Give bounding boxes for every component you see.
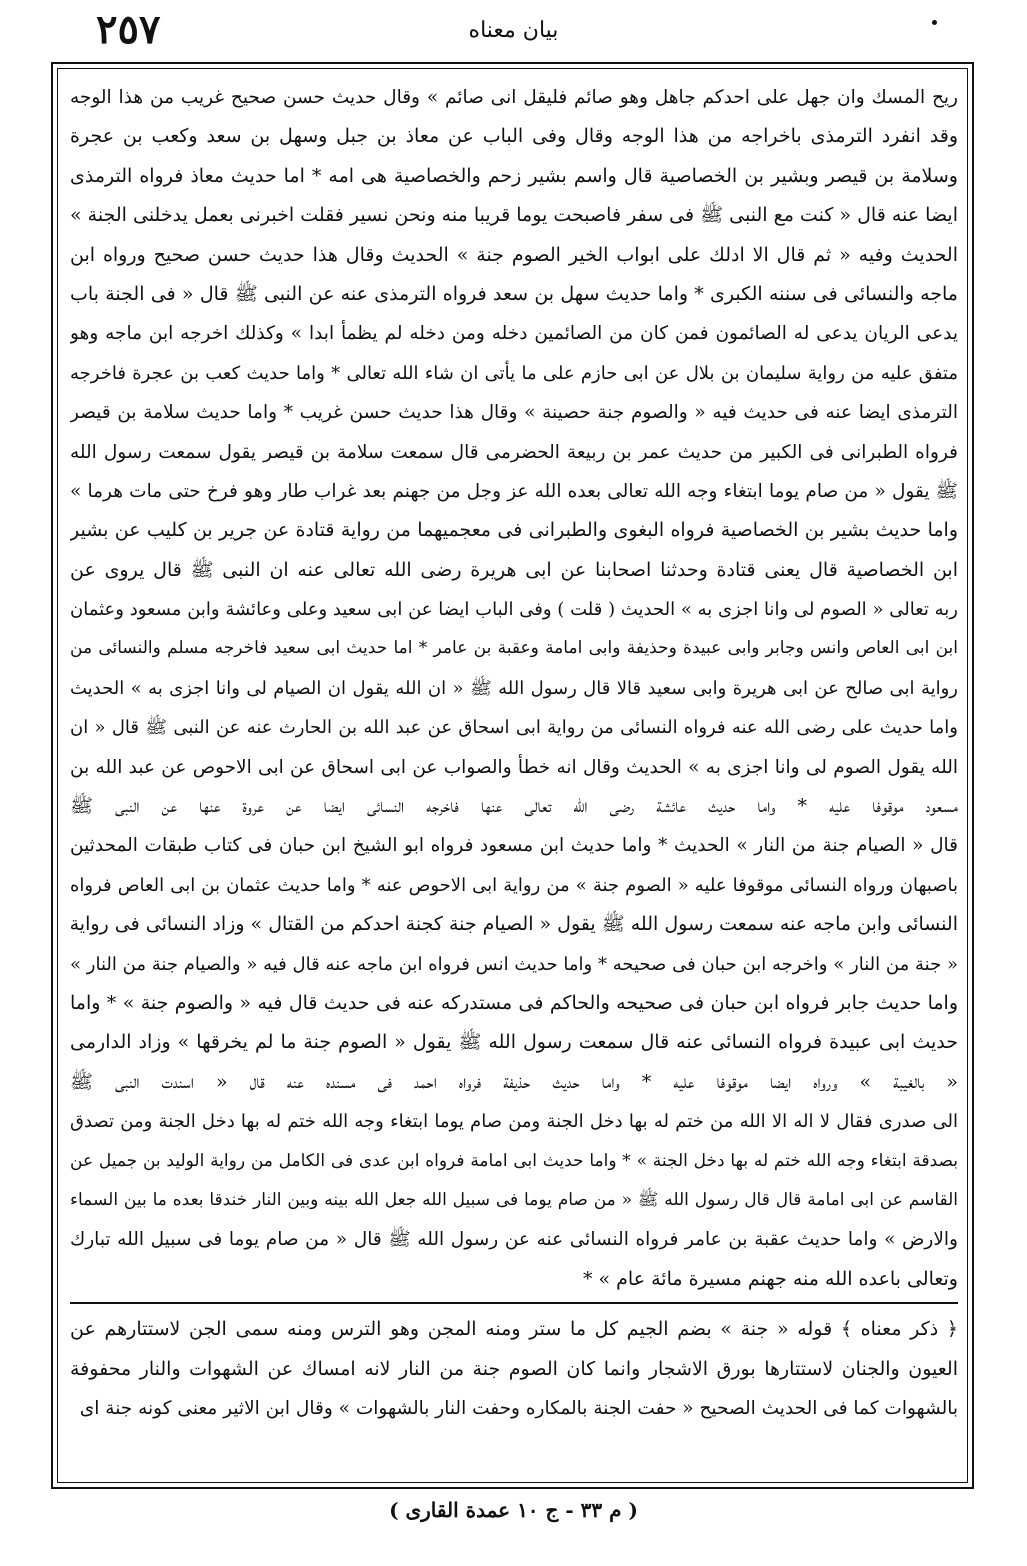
text-line: بصدقة ابتغاء وجه الله ختم له بها دخل الجنة » * واما حديث ابى امامة فرواه ابن عدى فى الكامل من رواية الوليد بن جميل عن xyxy=(70,1150,958,1171)
text-line: مسعود موقوفا عليه * واما حديث عائشة رضى الله تعالى عنها فاخرجه النسائى ايضا عن عروة عنها عن النبى ﷺ xyxy=(70,795,958,818)
text-line: « جنة من النار » واخرجه ابن حبان فى صحيحه * واما حديث انس فرواه ابن ماجه عنه قال فيه « والصيام جنة من النار » xyxy=(70,953,958,975)
text-line: ربه تعالى « الصوم لى وانا اجزى به » الحديث ( قلت ) وفى الباب ايضا عن ابى سعيد وعلى وعائشة وابن مسعود وعثمان xyxy=(70,599,958,621)
text-line: واما حديث على رضى الله عنه فرواه النسائى من رواية ابى اسحاق عن عبد الله بن الحارث عنه عن النبى ﷺ قال « ان xyxy=(70,717,958,739)
text-line: واما حديث جابر فرواه ابن حبان فى صحيحه والحاكم فى مستدركه عنه فى حديث قال فيه « والصوم جنة » * واما xyxy=(70,991,958,1014)
text-line: « بالغيبة » ورواه ايضا موقوفا عليه * واما حديث حذيفة فرواه احمد فى مسنده عنه قال « اسندت النبى ﷺ xyxy=(70,1070,958,1093)
text-line: القاسم عن ابى امامة قال قال رسول الله ﷺ « من صام يوما فى سبيل الله جعل الله بينه وبين النار خندقا بعده ما بين السماء xyxy=(70,1189,958,1210)
text-line: واما حديث بشير بن الخصاصية فرواه البغوى والطبرانى فى معجميهما من رواية قتادة عن جرير بن كليب عن بشير xyxy=(70,519,958,542)
text-line: ماجه والنسائى فى سننه الكبرى * واما حديث سهل بن سعد فرواه الترمذى عنه عن النبى ﷺ قال « فى الجنة باب xyxy=(70,282,958,305)
text-line: رواية ابى صالح عن ابى هريرة وابى سعيد قالا قال رسول الله ﷺ « ان الله يقول ان الصيام لى وانا اجزى به » الحديث xyxy=(70,677,958,699)
text-line: الترمذى ايضا عنه فى حديث فيه « والصوم جنة حصينة » وقال هذا حديث حسن غريب * واما حديث سلامة بن قيصر xyxy=(70,402,958,424)
text-line: قال « الصيام جنة من النار » الحديث * واما حديث ابن مسعود فرواه ابو الشيخ ابن حبان فى كتاب طبقات المحدثين xyxy=(70,835,958,857)
section-divider xyxy=(70,1302,958,1304)
text-line: ابن ابى العاص وانس وجابر وابى عبيدة وحذيفة وابى امامة وعقبة بن عامر * اما حديث ابى سعيد فاخرجه مسلم والنسائى من xyxy=(70,638,958,659)
text-line: ﴿ ذكر معناه ﴾ قوله « جنة » بضم الجيم كل ما ستر ومنه المجن وهو الترس ومنه سمى الجن لاستتارهم عن xyxy=(70,1318,958,1341)
text-line: الى صدرى فقال لا اله الا الله من ختم له بها دخل الجنة ومن صام يوما ابتغاء وجه الله ختم له بها دخل الجنة ومن تصدق xyxy=(70,1111,958,1133)
text-block xyxy=(70,78,958,1428)
main-text xyxy=(70,78,958,1299)
text-line: ايضا عنه قال « كنت مع النبى ﷺ فى سفر فاصبحت يوما قريبا منه ونحن نسير فقلت اخبرنى بعمل يدخلنى الجنة » xyxy=(70,204,958,227)
running-head: بيان معناه xyxy=(468,18,559,43)
text-line: ﷺ يقول « من صام يوما ابتغاء وجه الله تعالى بعده الله عز وجل من جهنم بعد غراب طار وهو فرخ حتى مات هرما » xyxy=(70,480,958,502)
text-line: وقد انفرد الترمذى باخراجه من هذا الوجه وقال وفى الباب عن معاذ بن جبل وسهل بن سعد وكعب بن عجرة xyxy=(70,125,958,148)
text-line: باصبهان ورواه النسائى موقوفا عليه « الصوم جنة » من رواية ابى الاحوص عنه * واما حديث عثمان بن ابى العاص فرواه xyxy=(70,874,958,896)
text-line: فرواه الطبرانى فى الكبير من حديث عمر بن ربيعة الحضرمى قال سمعت سلامة بن قيصر يقول سمعت رسول الله xyxy=(70,441,958,463)
text-line: العيون والجنان لاستتارها بورق الاشجار وانما كان الصوم جنة من النار لانه امساك عن الشهوات والنار محفوفة xyxy=(70,1357,958,1380)
corner-dot xyxy=(932,20,937,25)
text-line: ابن الخصاصية قال يعنى قتادة وحدثنا اصحابنا عن ابى هريرة رضى الله تعالى عنه ان النبى ﷺ قال يروى عن xyxy=(70,558,958,581)
text-line: يدعى الريان يدعى له الصائمون فمن كان من الصائمين دخله ومن دخله لم يظمأ ابدا » وكذلك اخرجه ابن ماجه وهو xyxy=(70,323,958,345)
text-line: متفق عليه من رواية سليمان بن بلال عن ابى حازم على ما يأتى ان شاء الله تعالى * واما حديث كعب بن عجرة فاخرجه xyxy=(70,362,958,384)
text-line: حديث ابى عبيدة فرواه النسائى عنه قال سمعت رسول الله ﷺ يقول « الصوم جنة ما لم يخرقها » وزاد الدارمى xyxy=(70,1031,958,1054)
text-line: ريح المسك وان جهل على احدكم جاهل وهو صائم فليقل انى صائم » وقال حديث حسن صحيح غريب من هذا الوجه xyxy=(70,87,958,108)
text-line: والارض » واما حديث عقبة بن عامر فرواه النسائى عنه عن رسول الله ﷺ قال « من صام يوما فى سبيل الله تبارك xyxy=(70,1229,958,1251)
page-number: ٢٥٧ xyxy=(96,6,161,53)
text-line: وسلامة بن قيصر وبشير بن الخصاصية قال واسم بشير زحم والخصاصية هى امه * اما حديث معاذ فرواه الترمذى xyxy=(70,164,958,187)
text-line: وتعالى باعده الله منه جهنم مسيرة مائة عام » * xyxy=(582,1267,958,1290)
text-line: النسائى وابن ماجه عنه سمعت رسول الله ﷺ يقول « الصيام جنة كجنة احدكم من القتال » وزاد النسائى فى رواية xyxy=(70,913,958,936)
text-line: الله يقول الصوم لى وانا اجزى به » الحديث وقال انه خطأ والصواب عن ابى اسحاق عن ابى الاحوص عن عبد الله بن xyxy=(70,756,958,778)
commentary-text xyxy=(70,1310,958,1428)
footer-signature: ( م ٣٣ - ج ١٠ عمدة القارى ) xyxy=(389,1498,638,1522)
text-line: الحديث وفيه « ثم قال الا ادلك على ابواب الخير الصوم جنة » الحديث وقال هذا حديث حسن صحيح ورواه ابن xyxy=(70,243,958,266)
text-line: بالشهوات كما فى الحديث الصحيح « حفت الجنة بالمكاره وحفت النار بالشهوات » وقال ابن الاثير معنى كونه جنة اى xyxy=(79,1397,958,1419)
